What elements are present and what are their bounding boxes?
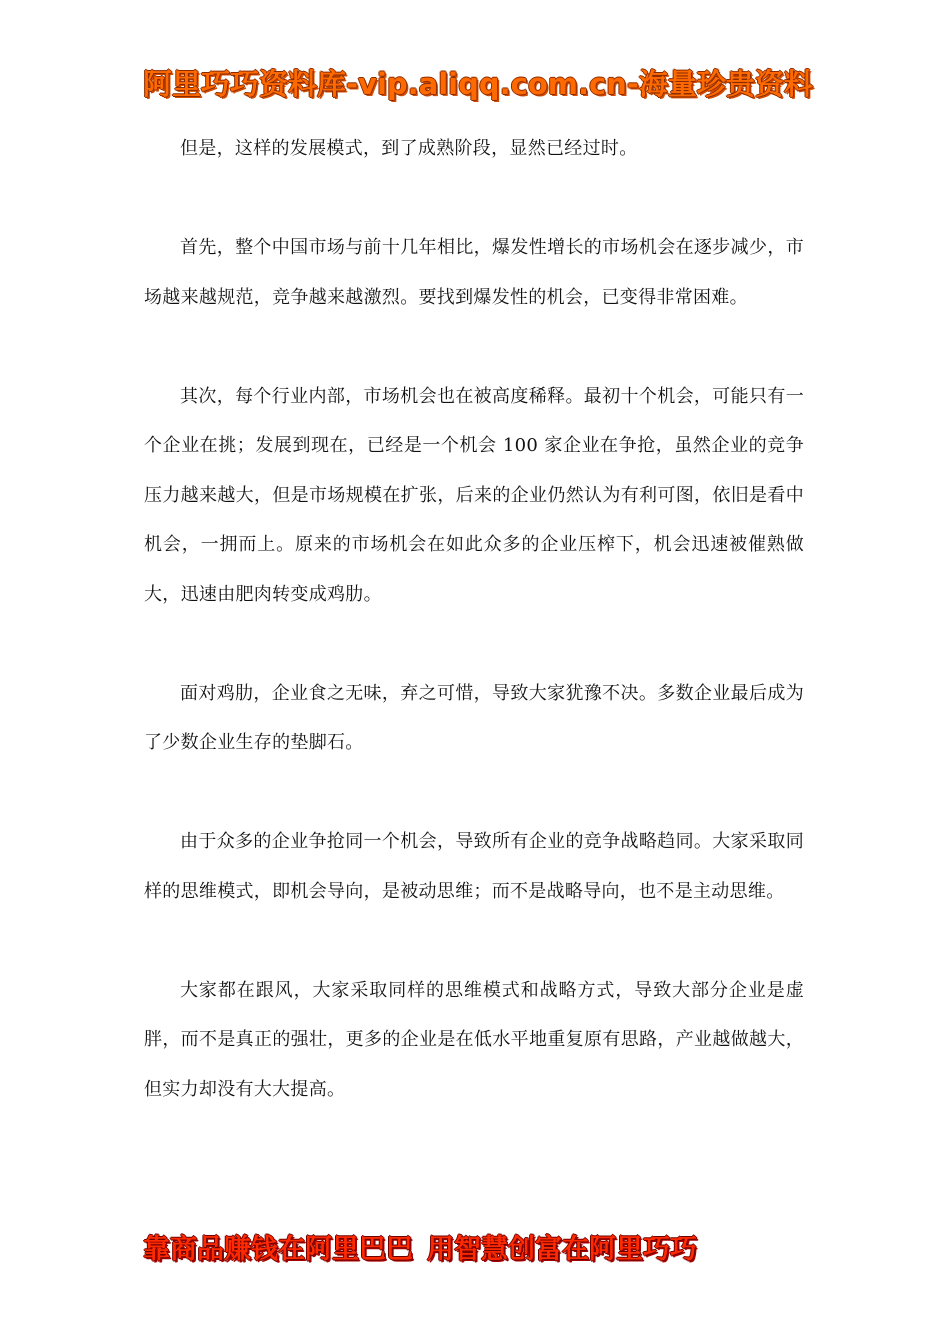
header-banner: 阿里巧巧资料库-vip.aliqq.com.cn-海量珍贵资料 (143, 67, 813, 101)
paragraph-6: 大家都在跟风，大家采取同样的思维模式和战略方式，导致大部分企业是虚胖，而不是真正的强壮，更多的企业是在低水平地重复原有思路，产业越做越大，但实力却没有大大提高。 (144, 979, 804, 1100)
paragraph-1: 但是，这样的发展模式，到了成熟阶段，显然已经过时。 (180, 138, 638, 159)
footer-slogan-left: 靠商品赚钱在阿里巴巴 (143, 1234, 413, 1265)
paragraph-4: 面对鸡肋，企业食之无味，弃之可惜，导致大家犹豫不决。多数企业最后成为了少数企业生存的垫脚石。 (144, 682, 804, 753)
paragraph-3: 其次，每个行业内部，市场机会也在被高度稀释。最初十个机会，可能只有一个企业在挑；发展到现在，已经是一个机会 100 家企业在争抢，虽然企业的竞争压力越来越大，但是市场规模在扩张，后来的企业仍然认为有利可图，依旧是看中机会，一拥而上。原来的市场机会在如此众多的企业压榨下，机会迅速被催熟做大，迅速由肥肉转变成鸡肋。 (144, 385, 804, 605)
paragraph-2: 首先，整个中国市场与前十几年相比，爆发性增长的市场机会在逐步减少，市场越来越规范，竞争越来越激烈。要找到爆发性的机会，已变得非常困难。 (144, 237, 804, 308)
footer-banner (143, 1228, 823, 1272)
document-body (144, 124, 804, 1114)
paragraph-5: 由于众多的企业争抢同一个机会，导致所有企业的竞争战略趋同。大家采取同样的思维模式，即机会导向，是被动思维；而不是战略导向，也不是主动思维。 (144, 831, 804, 902)
footer-slogan-right: 用智慧创富在阿里巧巧 (427, 1234, 697, 1265)
